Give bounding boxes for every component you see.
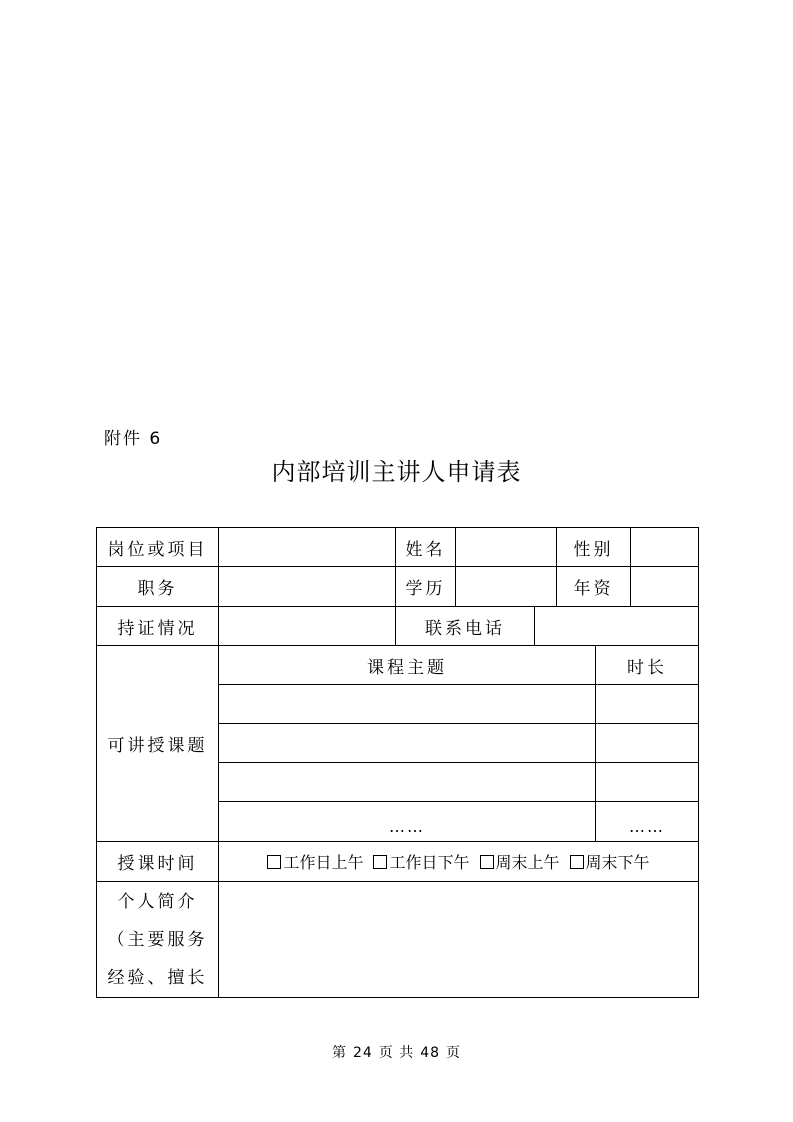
option-weekday-afternoon[interactable]: 工作日下午: [373, 850, 469, 873]
checkbox-icon[interactable]: [570, 855, 584, 869]
seniority-field[interactable]: [631, 567, 698, 606]
phone-field[interactable]: [535, 607, 698, 645]
attachment-label: 附件 6: [104, 429, 163, 449]
duration-field[interactable]: [596, 724, 698, 762]
intro-field[interactable]: [219, 882, 698, 997]
checkbox-icon[interactable]: [480, 855, 494, 869]
duration-header: 时长: [627, 657, 667, 678]
page-number: 24: [352, 1045, 373, 1061]
education-field[interactable]: [456, 567, 556, 606]
position-field[interactable]: [219, 528, 395, 566]
footer-suffix: 页: [446, 1045, 462, 1061]
seniority-label: 年资: [573, 579, 614, 599]
position-label: 岗位或项目: [107, 539, 208, 560]
option-weekend-morning[interactable]: 周末上午: [480, 850, 560, 873]
gender-label: 性别: [573, 539, 614, 560]
duty-field[interactable]: [219, 567, 395, 606]
footer-prefix: 第: [331, 1045, 347, 1061]
intro-label-line: （主要服务: [107, 930, 208, 950]
footer-middle: 页 共: [378, 1045, 415, 1061]
course-topic-field[interactable]: [219, 685, 595, 723]
intro-label: [97, 883, 218, 997]
option-weekend-afternoon[interactable]: 周末下午: [570, 850, 650, 873]
certificate-field[interactable]: [219, 607, 395, 645]
option-weekday-morning[interactable]: 工作日上午: [267, 850, 363, 873]
page-footer: [0, 1042, 793, 1062]
course-topic-ellipsis: ……: [389, 816, 425, 836]
duration-ellipsis: ……: [629, 816, 665, 836]
course-topic-field[interactable]: [219, 763, 595, 801]
name-label: 姓名: [405, 539, 446, 560]
teaching-time-label: 授课时间: [117, 854, 198, 874]
duration-field[interactable]: [596, 685, 698, 723]
teaching-time-options: [219, 842, 698, 881]
duration-field[interactable]: [596, 763, 698, 801]
education-label: 学历: [405, 579, 446, 599]
name-field[interactable]: [456, 528, 556, 566]
total-pages: 48: [420, 1045, 441, 1061]
checkbox-icon[interactable]: [373, 855, 387, 869]
certificate-label: 持证情况: [117, 618, 198, 639]
phone-label: 联系电话: [425, 618, 505, 639]
form-title: 内部培训主讲人申请表: [271, 458, 522, 486]
gender-field[interactable]: [631, 528, 698, 566]
checkbox-icon[interactable]: [267, 855, 281, 869]
intro-label-line: 个人简介: [117, 892, 198, 912]
intro-label-line: 经验、擅长: [107, 968, 208, 988]
course-topic-header: 课程主题: [367, 657, 447, 678]
course-topic-field[interactable]: [219, 724, 595, 762]
topics-label: 可讲授课题: [107, 736, 208, 756]
duty-label: 职务: [137, 579, 178, 599]
